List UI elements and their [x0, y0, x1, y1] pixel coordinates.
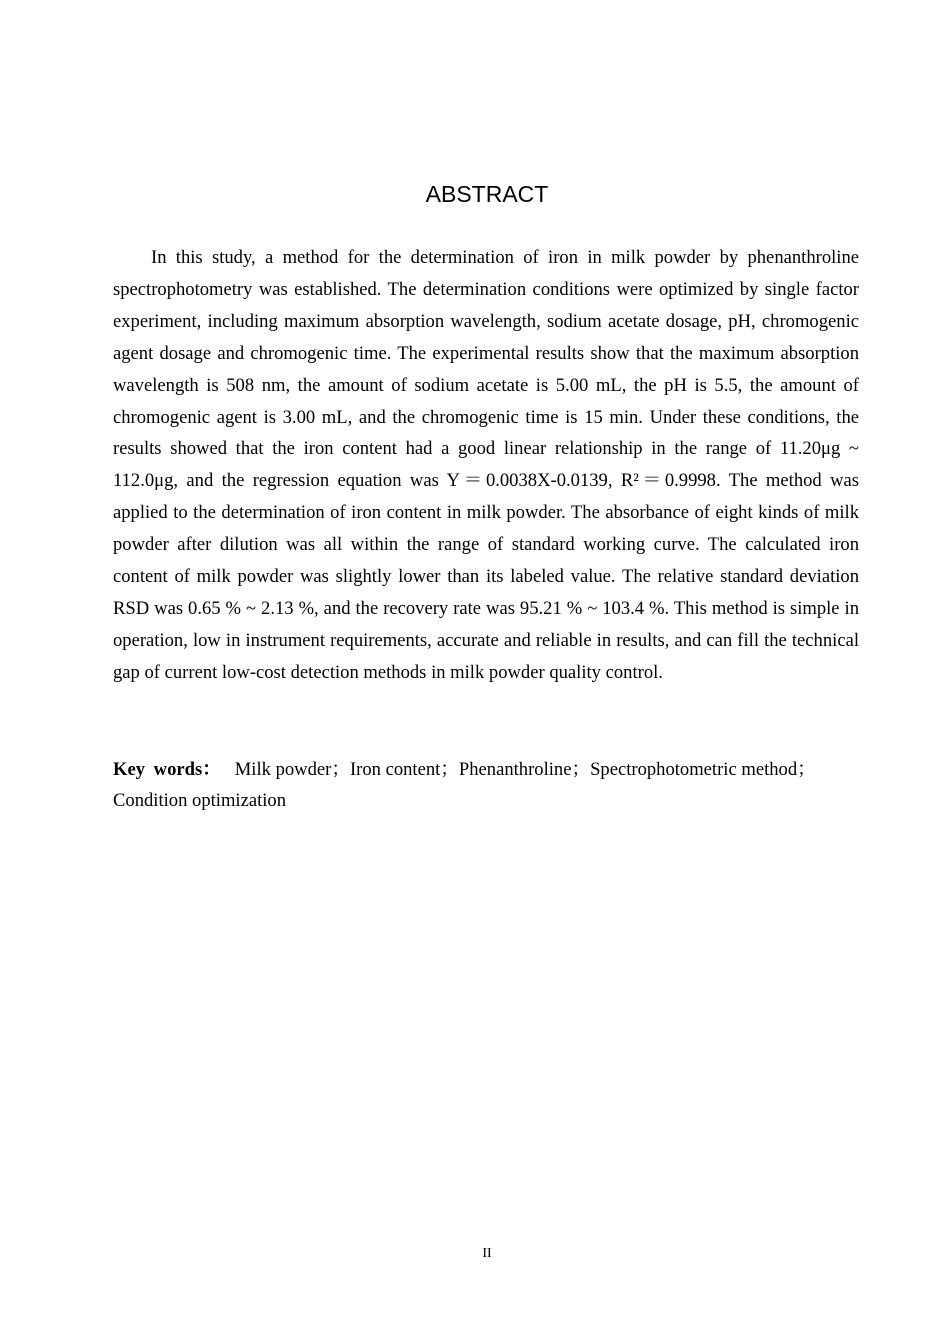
- keyword-item: Condition optimization: [113, 790, 287, 811]
- keyword-item: Iron content；: [349, 759, 459, 780]
- keywords-label: Key words：: [113, 759, 221, 780]
- page-number: II: [482, 1246, 492, 1261]
- keyword-item: Milk powder；: [234, 759, 350, 780]
- abstract-paragraph: In this study, a method for the determination of iron in milk powder by phenanthroline spectrophotometry was established. The determination conditions were optimized by single factor experiment, including maximum absorption wavelength, sodium acetate dosage, pH, chromogenic agent dosage and chromogenic time. The experimental results show that the maximum absorption wavelength is 508 nm, the amount of sodium acetate is 5.00 mL, the pH is 5.5, the amount of chromogenic agent is 3.00 mL, and the chromogenic time is 15 min. Under these conditions, the results showed that the iron content had a good linear relationship in the range of 11.20μg ~ 112.0μg, and the regression equation was Y＝0.0038X-0.0139, R²＝0.9998. The method was applied to the determination of iron content in milk powder. The absorbance of eight kinds of milk powder after dilution was all within the range of standard working curve. The calculated iron content of milk powder was slightly lower than its labeled value. The relative standard deviation RSD was 0.65 % ~ 2.13 %, and the recovery rate was 95.21 % ~ 103.4 %. This method is simple in operation, low in instrument requirements, accurate and reliable in results, and can fill the technical gap of current low-cost detection methods in milk powder quality control.: [113, 247, 859, 683]
- keywords-line: [113, 754, 859, 816]
- keyword-item: Phenanthroline；: [458, 759, 591, 780]
- abstract-title: ABSTRACT: [425, 181, 549, 207]
- keyword-item: Spectrophotometric method；: [590, 759, 816, 780]
